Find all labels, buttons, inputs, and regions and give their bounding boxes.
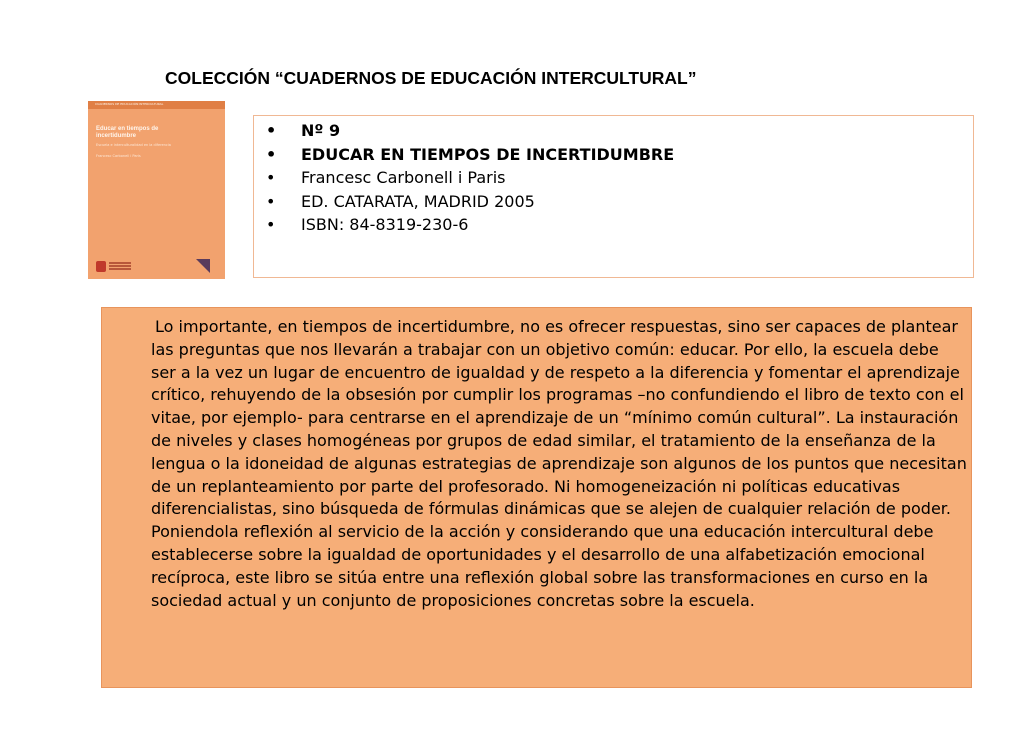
book-cover-image [88, 101, 225, 279]
page-title: COLECCIÓN “CUADERNOS DE EDUCACIÓN INTERCULTURAL” [165, 68, 697, 88]
bullet-icon: • [266, 144, 277, 164]
list-item [266, 119, 674, 143]
summary-box [101, 307, 972, 688]
cover-subtitle: Escuela e interculturalidad en la diferencia [96, 143, 171, 147]
issue-number: Nº 9 [301, 121, 341, 140]
list-item [266, 190, 674, 214]
summary-text: Lo importante, en tiempos de incertidumbre, no es ofrecer respuestas, sino ser capaces de plantear las preguntas que nos llevarán a trabajar con un objetivo común: educar. Por ello, la escuela debe ser a la vez un lugar de encuentro de igualdad y de respeto a la diferencia y fomentar el aprendizaje crítico, rehuyendo de la obsesión por cumplir los programas –no confundiendo el libro de texto con el vitae, por ejemplo- para centrarse en el aprendizaje de un “mínimo común cultural”. La instauración de niveles y clases homogéneas por grupos de edad similar, el tratamiento de la enseñanza de la lengua o la idoneidad de algunas estrategias de aprendizaje son algunos de los puntos que necesitan de un replanteamiento por parte del profesorado. Ni homogeneización ni políticas educativas diferencialistas, sino búsqueda de fórmulas dinámicas que se alejen de cualquier relación de poder. Poniendola reflexión al servicio de la acción y considerando que una educación intercultural debe establecerse sobre la igualdad de oportunidades y el desarrollo de una alfabetización emocional recíproca, este libro se sitúa entre una reflexión global sobre las transformaciones en curso en la sociedad actual y un conjunto de proposiciones concretas sobre la escuela. [151, 317, 967, 610]
ministry-seal-icon [96, 261, 106, 272]
list-item [266, 166, 674, 190]
book-author: Francesc Carbonell i Paris [301, 168, 506, 187]
book-info-list [266, 119, 674, 237]
bullet-icon: • [266, 168, 276, 187]
book-isbn: ISBN: 84-8319-230-6 [301, 215, 469, 234]
cover-author: Francesc Carbonell i Paris [96, 154, 141, 158]
bullet-icon: • [266, 191, 276, 211]
book-info-box [253, 115, 974, 278]
cover-title: Educar en tiempos de incertidumbre [96, 126, 159, 139]
publisher-logo-icon [196, 259, 210, 273]
book-publisher: ED. CATARATA, MADRID 2005 [301, 191, 535, 211]
book-title: EDUCAR EN TIEMPOS DE INCERTIDUMBRE [301, 144, 675, 164]
cover-series-strip: CUADERNOS DE EDUCACIÓN INTERCULTURAL [88, 101, 225, 109]
ministry-text-block [109, 262, 131, 264]
list-item [266, 143, 674, 167]
bullet-icon: • [266, 215, 276, 234]
list-item [266, 213, 674, 237]
bullet-icon: • [266, 121, 277, 140]
